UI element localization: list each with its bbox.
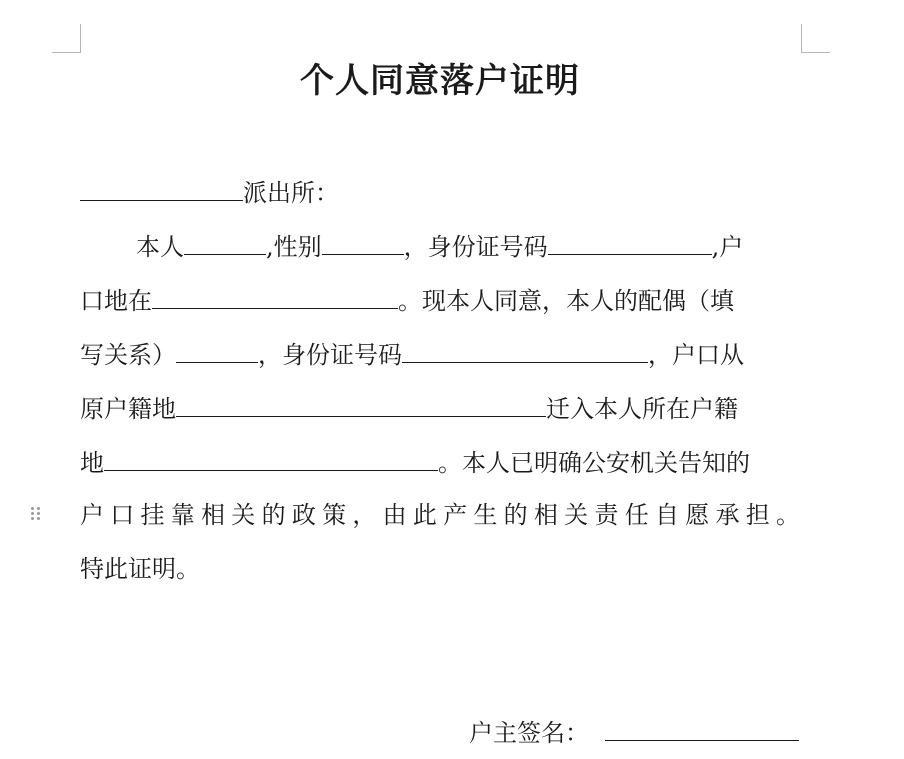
body-text: 原户籍地 <box>80 395 176 423</box>
closing-line: 特此证明。 <box>80 555 200 583</box>
body-line-1 <box>136 230 743 260</box>
document-title: 个人同意落户证明 <box>300 61 580 101</box>
top-right-corner-mark <box>801 24 830 53</box>
destination-household-place-blank[interactable] <box>104 446 438 471</box>
body-text: 地 <box>80 449 104 477</box>
body-line-2 <box>80 284 734 314</box>
body-line-4 <box>80 392 738 422</box>
body-text: 。现本人同意，本人的配偶（填 <box>398 287 734 315</box>
body-line-3 <box>80 338 744 368</box>
addressee-suffix: 派出所： <box>243 179 339 207</box>
household-address-blank[interactable] <box>152 284 398 309</box>
police-station-blank[interactable] <box>80 176 243 201</box>
body-text: ,户 <box>711 233 744 261</box>
paragraph-drag-handle-icon[interactable] <box>31 507 41 521</box>
original-household-place-blank[interactable] <box>176 392 546 417</box>
body-text: 本人 <box>136 233 184 261</box>
body-text: 写关系） <box>80 341 176 369</box>
id-number-blank[interactable] <box>548 230 712 255</box>
body-text: ，身份证号码 <box>258 341 402 369</box>
body-line-6: 户口挂靠相关的政策，由此产生的相关责任自愿承担。 <box>80 501 800 529</box>
gender-blank[interactable] <box>322 230 404 255</box>
body-text: ，户口从 <box>648 341 744 369</box>
top-left-corner-mark <box>52 24 81 53</box>
signature-label: 户主签名： <box>469 719 589 747</box>
signature-blank[interactable] <box>605 716 799 741</box>
name-blank[interactable] <box>184 230 266 255</box>
relationship-blank[interactable] <box>176 338 258 363</box>
spouse-id-number-blank[interactable] <box>402 338 648 363</box>
body-text: ，身份证号码 <box>403 233 548 261</box>
body-text: 迁入本人所在户籍 <box>546 395 738 423</box>
body-text: 口地在 <box>80 287 152 315</box>
body-line-5 <box>80 446 750 476</box>
signature-line <box>469 716 799 748</box>
body-text: ,性别 <box>266 233 322 261</box>
body-text: 。本人已明确公安机关告知的 <box>438 449 750 477</box>
addressee-line <box>80 176 339 206</box>
